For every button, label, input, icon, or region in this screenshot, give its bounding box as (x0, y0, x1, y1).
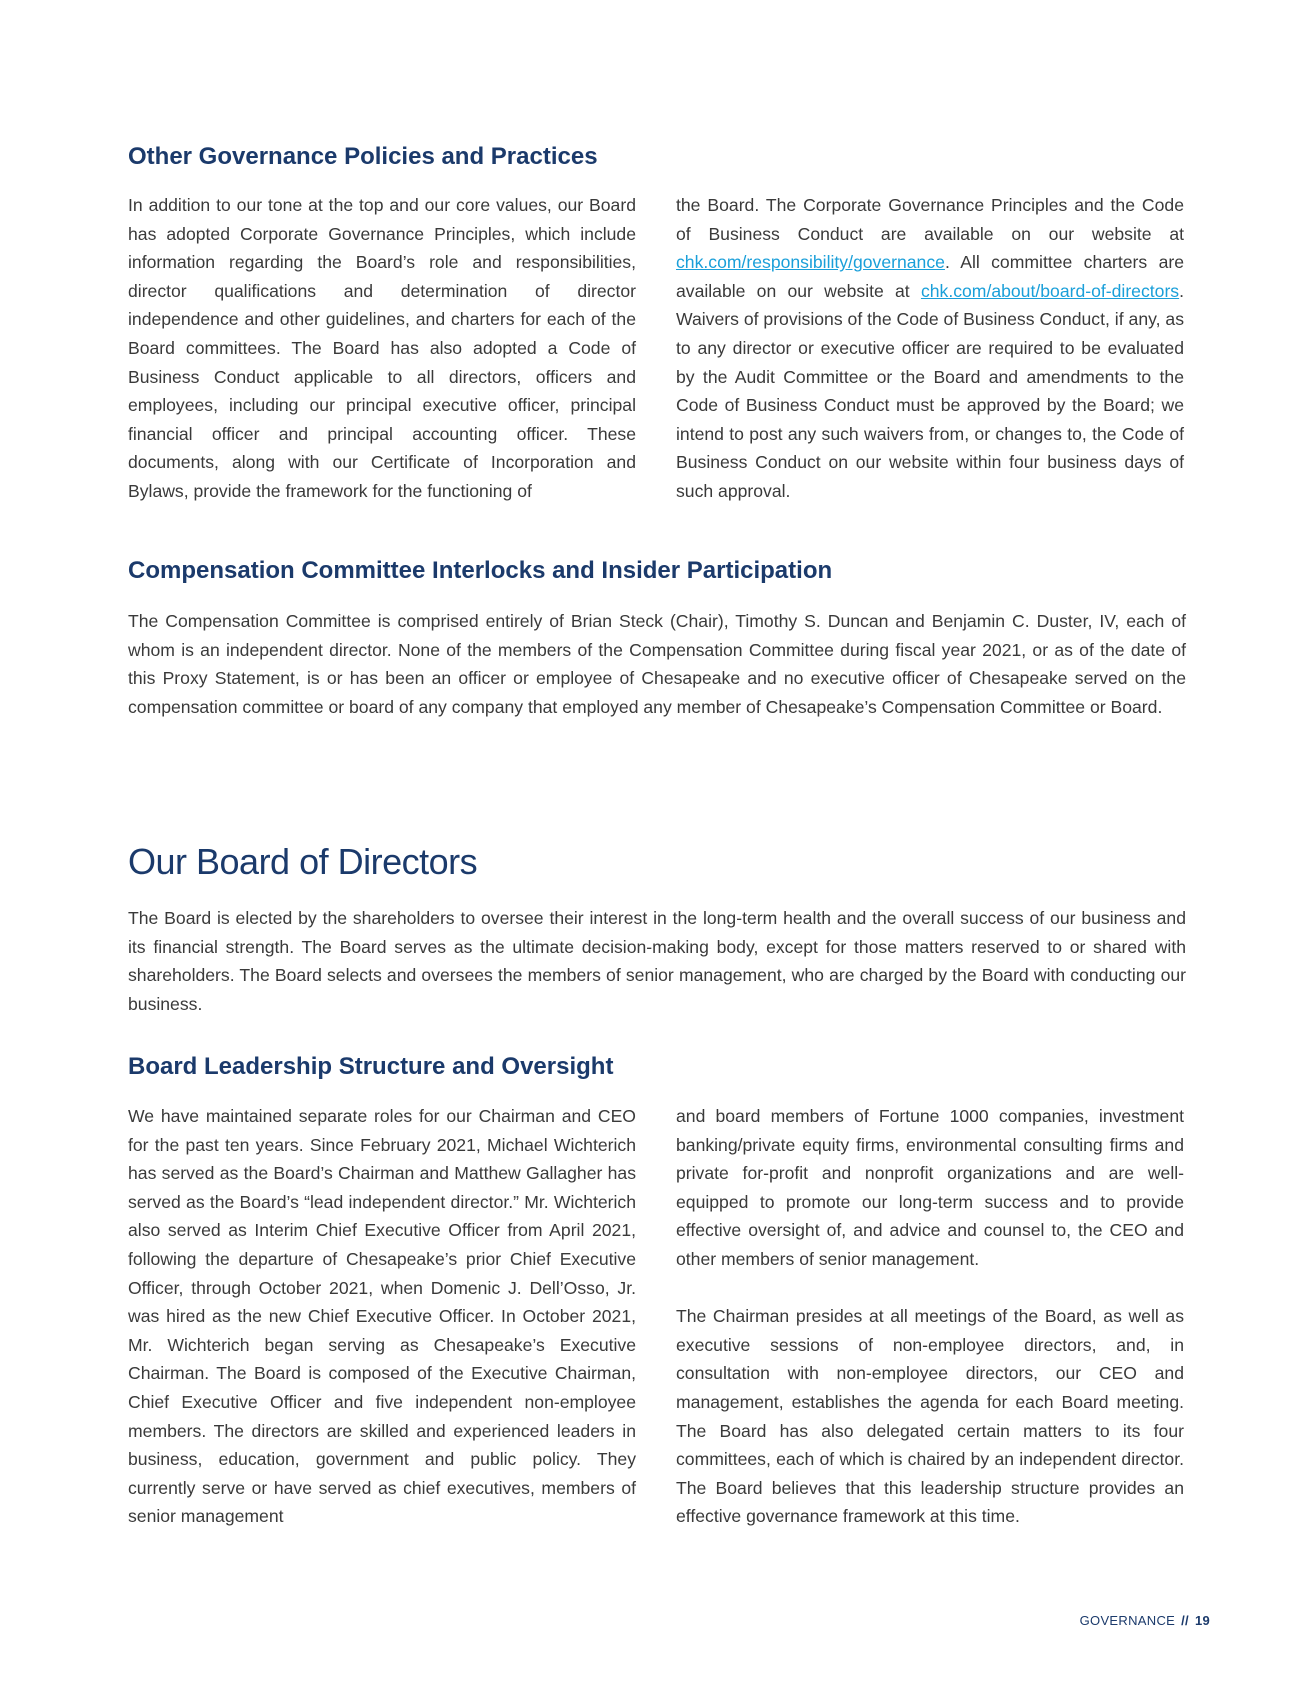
heading-our-board: Our Board of Directors (128, 841, 478, 882)
board-of-directors-link[interactable]: chk.com/about/board-of-directors (920, 280, 1180, 301)
governance-link[interactable]: chk.com/responsibility/governance (676, 252, 945, 273)
leadership-right-column (676, 1102, 1184, 1531)
board-text-block (128, 904, 1186, 1018)
leadership-paragraph-2: and board members of Fortune 1000 companies, investment banking/private equity firms, environmental consulting firms and private for-profit and nonprofit organizations and are well-equipped to promote our long-term success and to provide effective oversight of, and advice and counsel to, the CEO and other members of senior management. (676, 1106, 1184, 1269)
other-governance-text-a: the Board. The Corporate Governance Principles and the Code of Business Conduct are available on our website at (676, 195, 1184, 244)
heading-compensation-interlocks: Compensation Committee Interlocks and Insider Participation (128, 557, 833, 584)
page-footer (1080, 1612, 1210, 1630)
leadership-left-column (128, 1102, 636, 1531)
other-governance-right-column (676, 191, 1184, 506)
paragraph-gap (676, 1274, 1184, 1303)
other-governance-text-b: . All committee charters are available on our website at (676, 252, 1184, 301)
leadership-paragraph-1: We have maintained separate roles for our Chairman and CEO for the past ten years. Since February 2021, Michael Wichterich has served as the Board’s Chairman and Matthew Gallagher has served as the Board’s “lead independent director.” Mr. Wichterich also served as Interim Chief Executive Officer from April 2021, following the departure of Chesapeake’s prior Chief Executive Officer, through October 2021, when Domenic J. Dell’Osso, Jr. was hired as the new Chief Executive Officer. In October 2021, Mr. Wichterich began serving as Chesapeake’s Executive Chairman. The Board is composed of the Executive Chairman, Chief Executive Officer and five independent non-employee members. The directors are skilled and experienced leaders in business, education, government and public policy. They currently serve or have served as chief executives, members of senior management (128, 1106, 636, 1527)
other-governance-paragraph-2 (676, 191, 1184, 506)
compensation-paragraph: The Compensation Committee is comprised entirely of Brian Steck (Chair), Timothy S. Duncan and Benjamin C. Duster, IV, each of whom is an independent director. None of the members of the Compensation Committee during fiscal year 2021, or as of the date of this Proxy Statement, is or has been an officer or employee of Chesapeake and no executive officer of Chesapeake served on the compensation committee or board of any company that employed any member of Chesapeake’s Compensation Committee or Board. (128, 611, 1186, 717)
leadership-paragraph-3: The Chairman presides at all meetings of the Board, as well as executive sessions of non-employee directors, and, in consultation with non-employee directors, our CEO and management, establishes the agenda for each Board meeting. The Board has also delegated certain matters to its four committees, each of which is chaired by an independent director. The Board believes that this leadership structure provides an effective governance framework at this time. (676, 1306, 1184, 1527)
heading-other-governance: Other Governance Policies and Practices (128, 143, 598, 170)
other-governance-left-column (128, 191, 636, 506)
page-number: 19 (1194, 1613, 1210, 1628)
heading-board-leadership: Board Leadership Structure and Oversight (128, 1053, 614, 1080)
footer-section-label: GOVERNANCE (1079, 1613, 1176, 1628)
other-governance-paragraph-1: In addition to our tone at the top and our core values, our Board has adopted Corporate Governance Principles, which include information regarding the Board’s role and responsibilities, director qualifications and determination of director independence and other guidelines, and charters for each of the Board committees. The Board has also adopted a Code of Business Conduct applicable to all directors, officers and employees, including our principal executive officer, principal financial officer and principal accounting officer. These documents, along with our Certificate of Incorporation and Bylaws, provide the framework for the functioning of (128, 195, 636, 501)
other-governance-text-c: . Waivers of provisions of the Code of Business Conduct, if any, as to any director or executive officer are required to be evaluated by the Audit Committee or the Board and amendments to the Code of Business Conduct must be approved by the Board; we intend to post any such waivers from, or changes to, the Code of Business Conduct on our website within four business days of such approval. (676, 280, 1184, 501)
board-paragraph: The Board is elected by the shareholders to oversee their interest in the long-term health and the overall success of our business and its financial strength. The Board serves as the ultimate decision-making body, except for those matters reserved to or shared with shareholders. The Board selects and oversees the members of senior management, who are charged by the Board with conducting our business. (128, 908, 1186, 1014)
footer-separator: // (1181, 1613, 1189, 1628)
compensation-text-block (128, 607, 1186, 721)
